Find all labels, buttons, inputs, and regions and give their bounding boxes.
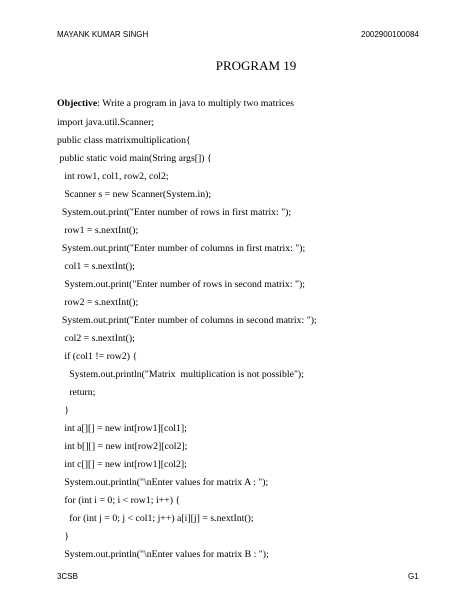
code-line: for (int i = 0; i < row1; i++) { [57,495,181,506]
code-line: int row1, col1, row2, col2; [57,171,169,182]
code-line: import java.util.Scanner; [57,117,155,128]
code-line: System.out.println("\nEnter values for matrix A : "); [57,477,269,488]
code-line: int c[][] = new int[row1][col2]; [57,459,187,470]
code-line: col1 = s.nextInt(); [57,261,135,272]
code-line: System.out.print("Enter number of columns in second matrix: "); [57,315,317,326]
code-line: row1 = s.nextInt(); [57,225,139,236]
footer-class: 3CSB [57,572,78,581]
program-title: PROGRAM 19 [215,58,297,73]
code-line: row2 = s.nextInt(); [57,297,139,308]
code-line: int a[][] = new int[row1][col1]; [57,423,187,434]
header-roll-number: 2002900100084 [361,30,419,39]
code-line: col2 = s.nextInt(); [57,333,135,344]
code-line: System.out.print("Enter number of rows in second matrix: "); [57,279,305,290]
objective-statement [57,98,294,110]
code-line: public static void main(String args[]) { [57,153,212,164]
code-line: Scanner s = new Scanner(System.in); [57,189,212,200]
code-line: int b[][] = new int[row2][col2]; [57,441,188,452]
code-line: } [57,405,70,416]
code-line: for (int j = 0; j < col1; j++) a[i][j] = s.nextInt(); [57,513,254,524]
code-line: if (col1 != row2) { [57,351,138,362]
code-line: System.out.print("Enter number of rows in first matrix: "); [57,207,292,218]
code-line: return; [57,387,96,398]
code-line: } [57,531,70,542]
code-line: public class matrixmultiplication{ [57,135,191,146]
code-line: System.out.print("Enter number of columns in first matrix: "); [57,243,306,254]
footer-group: G1 [408,572,419,581]
objective-label: Objective [57,98,98,109]
code-line: System.out.println("Matrix multiplication is not possible"); [57,369,304,380]
objective-text: : Write a program in java to multiply two matrices [97,98,294,109]
header-student-name: MAYANK KUMAR SINGH [57,30,149,39]
code-line: System.out.println("\nEnter values for matrix B : "); [57,549,269,560]
